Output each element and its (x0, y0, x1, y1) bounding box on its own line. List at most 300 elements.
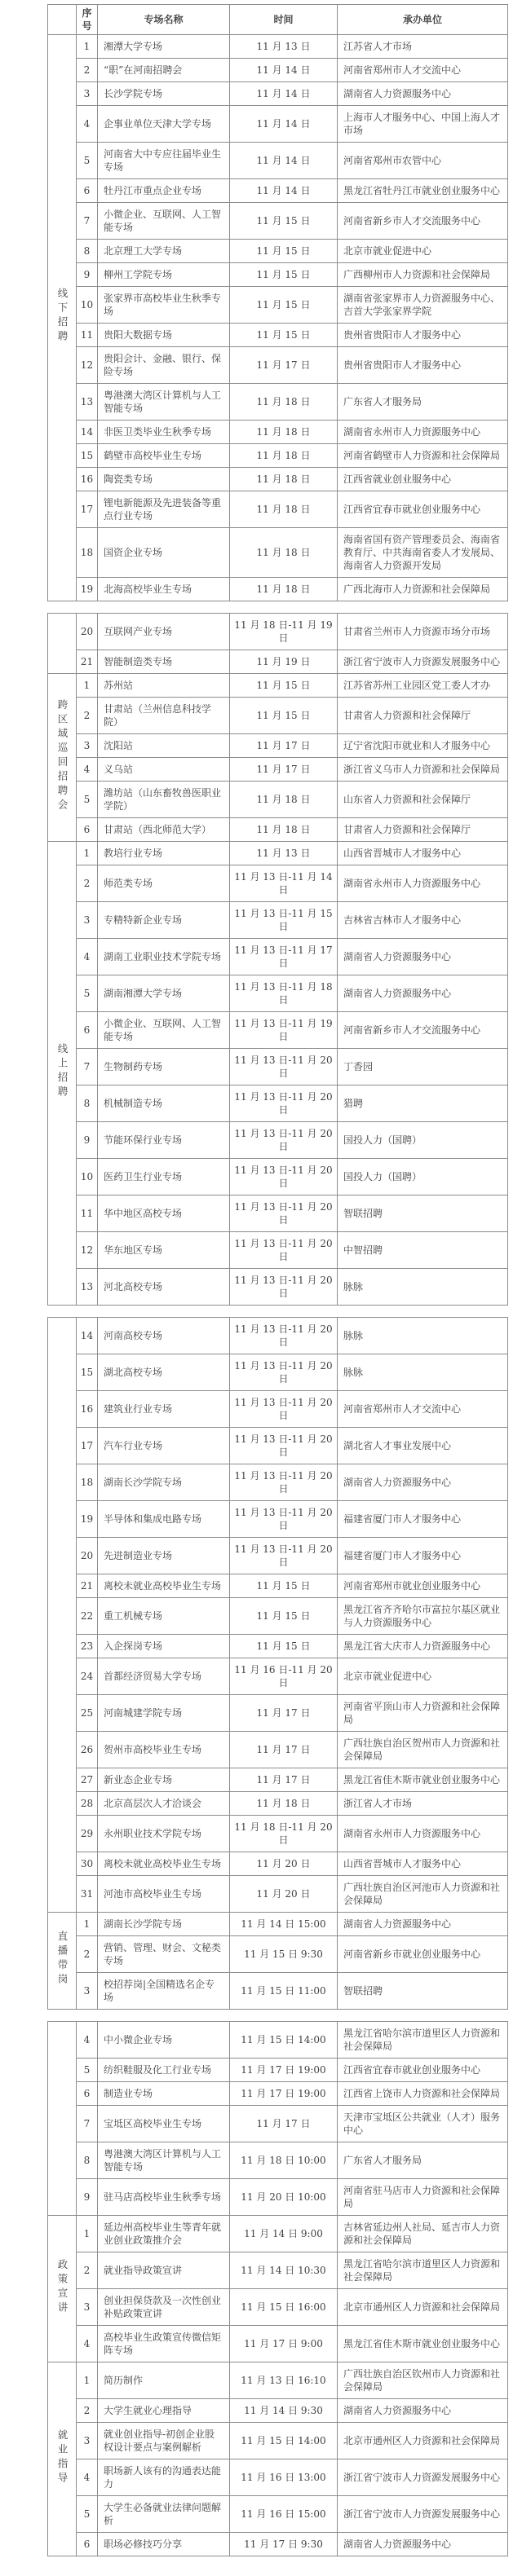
row-number-cell: 17 (77, 491, 98, 528)
row-number-cell: 8 (77, 2142, 98, 2179)
table-row (48, 203, 508, 240)
group-label: 就业指导 (56, 2428, 69, 2486)
time-cell: 11 月 15 日 14:00 (230, 2423, 338, 2459)
time-cell: 11 月 17 日 (230, 734, 338, 758)
session-name-cell: 生物制药专场 (98, 1049, 230, 1085)
organizer-cell: 北京市就业促进中心 (338, 240, 508, 263)
time-cell: 11 月 13 日 (230, 35, 338, 59)
time-cell: 11 月 15 日 11:00 (230, 1973, 338, 2010)
table-row (48, 782, 508, 818)
organizer-cell: 贵州省贵阳市人才服务中心 (338, 347, 508, 384)
row-number-cell: 24 (77, 1658, 98, 1695)
session-name-cell: 甘肃站（西北师范大学） (98, 818, 230, 842)
time-cell: 11 月 18 日 (230, 444, 338, 468)
organizer-cell: 湖南省人力资源服务中心 (338, 1913, 508, 1936)
session-name-cell: 潍坊站（山东畜牧兽医职业学院） (98, 782, 230, 818)
table-row (48, 975, 508, 1012)
row-number-cell: 26 (77, 1732, 98, 1768)
session-name-cell: 纺织鞋服及化工行业专场 (98, 2059, 230, 2082)
organizer-cell: 山东省人力资源和社会保障厅 (338, 782, 508, 818)
organizer-cell: 广东省人才服务局 (338, 384, 508, 421)
time-cell: 11 月 14 日 (230, 143, 338, 179)
organizer-cell: 江西省宜春市就业创业服务中心 (338, 2059, 508, 2082)
time-cell: 11 月 18 日-11 月 19 日 (230, 614, 338, 650)
table-row (48, 59, 508, 82)
table-row (48, 2423, 508, 2459)
table-row (48, 758, 508, 782)
row-number-cell: 25 (77, 1695, 98, 1732)
row-number-cell: 21 (77, 1574, 98, 1598)
row-number-cell: 4 (77, 2326, 98, 2362)
organizer-cell: 福建省厦门市人才服务中心 (338, 1538, 508, 1574)
organizer-cell: 湖南省永州市人力资源服务中心 (338, 421, 508, 444)
time-cell: 11 月 18 日-11 月 20 日 (230, 1816, 338, 1852)
organizer-cell: 山西省晋城市人才服务中心 (338, 842, 508, 865)
table-row (48, 1598, 508, 1635)
time-cell: 11 月 16 日 13:00 (230, 2459, 338, 2496)
session-name-cell: 就业创业指导-初创企业股权设计要点与案例解析 (98, 2423, 230, 2459)
table-row (48, 1816, 508, 1852)
table-row (48, 179, 508, 203)
session-name-cell: 锂电新能源及先进装备等重点行业专场 (98, 491, 230, 528)
time-cell: 11 月 13 日-11 月 20 日 (230, 1501, 338, 1538)
time-cell: 11 月 15 日 (230, 324, 338, 347)
group-cell (48, 614, 77, 674)
session-name-cell: 医药卫生行业专场 (98, 1159, 230, 1196)
row-number-cell: 18 (77, 528, 98, 578)
session-name-cell: 大学生就业心理指导 (98, 2399, 230, 2423)
table-row (48, 698, 508, 734)
time-cell: 11 月 13 日 (230, 842, 338, 865)
time-cell: 11 月 13 日-11 月 20 日 (230, 1354, 338, 1391)
time-cell: 11 月 14 日 9:30 (230, 2399, 338, 2423)
organizer-cell: 智联招聘 (338, 1973, 508, 2010)
table-row (48, 2142, 508, 2179)
session-name-cell: 粤港澳大湾区计算机与人工智能专场 (98, 384, 230, 421)
time-cell: 11 月 13 日-11 月 20 日 (230, 1159, 338, 1196)
time-cell: 11 月 13 日-11 月 18 日 (230, 975, 338, 1012)
organizer-cell: 广西壮族自治区贺州市人力资源和社会保障局 (338, 1732, 508, 1768)
time-cell: 11 月 15 日 14:00 (230, 2022, 338, 2059)
group-cell (48, 35, 77, 601)
organizer-cell: 河南省新乡市就业创业服务中心 (338, 1936, 508, 1973)
session-name-cell: 北京高层次人才洽谈会 (98, 1792, 230, 1816)
row-number-cell: 28 (77, 1792, 98, 1816)
row-number-cell: 6 (77, 818, 98, 842)
row-number-cell: 1 (77, 842, 98, 865)
group-cell (48, 1913, 77, 2010)
table-row (48, 2059, 508, 2082)
row-number-cell: 4 (77, 2022, 98, 2059)
table-row (48, 1635, 508, 1658)
row-number-cell: 3 (77, 82, 98, 106)
session-name-cell: 北海高校毕业生专场 (98, 578, 230, 601)
table-row (48, 578, 508, 601)
organizer-cell: 广西北海市人力资源和社会保障局 (338, 578, 508, 601)
time-cell: 11 月 13 日-11 月 20 日 (230, 1318, 338, 1354)
table-row (48, 2216, 508, 2252)
table-row (48, 468, 508, 491)
session-name-cell: 河池市高校毕业生专场 (98, 1876, 230, 1913)
group-cell (48, 674, 77, 842)
time-cell: 11 月 17 日 9:00 (230, 2326, 338, 2362)
table-row (48, 2496, 508, 2533)
time-cell: 11 月 15 日 (230, 1574, 338, 1598)
row-number-cell: 13 (77, 384, 98, 421)
table-row (48, 1538, 508, 1574)
row-number-cell: 4 (77, 106, 98, 143)
time-cell: 11 月 13 日-11 月 20 日 (230, 1391, 338, 1428)
time-cell: 11 月 13 日-11 月 20 日 (230, 1428, 338, 1464)
table-row (48, 347, 508, 384)
session-name-cell: 大学生必备就业法律问题解析 (98, 2496, 230, 2533)
row-number-cell: 3 (77, 2289, 98, 2326)
organizer-cell: 河南省郑州市人才交流中心 (338, 59, 508, 82)
session-name-cell: 新业态企业专场 (98, 1768, 230, 1792)
table-row (48, 2533, 508, 2556)
row-number-cell: 1 (77, 1913, 98, 1936)
table-row (48, 1695, 508, 1732)
row-number-cell: 4 (77, 939, 98, 975)
session-name-cell: 鹤壁市高校毕业生专场 (98, 444, 230, 468)
organizer-cell: 黑龙江省牡丹江市就业创业服务中心 (338, 179, 508, 203)
organizer-cell: 福建省厦门市人才服务中心 (338, 1501, 508, 1538)
organizer-cell: 湖南省永州市人力资源服务中心 (338, 1816, 508, 1852)
table-row (48, 2022, 508, 2059)
session-name-cell: 陶瓷类专场 (98, 468, 230, 491)
row-number-cell: 5 (77, 143, 98, 179)
session-name-cell: 湖南湘潭大学专场 (98, 975, 230, 1012)
time-cell: 11 月 17 日 19:00 (230, 2059, 338, 2082)
organizer-cell: 江苏省苏州工业园区党工委人才办 (338, 674, 508, 698)
session-name-cell: 河北高校专场 (98, 1269, 230, 1306)
row-number-cell: 7 (77, 1049, 98, 1085)
session-name-cell: 师范类专场 (98, 865, 230, 902)
group-cell (48, 2362, 77, 2556)
organizer-cell: 上海市人才服务中心、中国上海人才市场 (338, 106, 508, 143)
organizer-cell: 湖南省张家界市人力资源服务中心、吉首大学张家界学院 (338, 287, 508, 324)
row-number-cell: 6 (77, 2082, 98, 2106)
session-name-cell: 互联网产业专场 (98, 614, 230, 650)
table-row (48, 143, 508, 179)
time-cell: 11 月 17 日 9:30 (230, 2533, 338, 2556)
group-cell (48, 842, 77, 1306)
table-row (48, 1464, 508, 1501)
time-cell: 11 月 17 日 (230, 347, 338, 384)
time-cell: 11 月 18 日 (230, 421, 338, 444)
row-number-cell: 12 (77, 347, 98, 384)
time-cell: 11 月 17 日 (230, 1768, 338, 1792)
row-number-cell: 9 (77, 1122, 98, 1159)
organizer-cell: 江西省就业创业服务中心 (338, 468, 508, 491)
row-number-cell: 4 (77, 2459, 98, 2496)
time-cell: 11 月 15 日 (230, 674, 338, 698)
row-number-cell: 3 (77, 734, 98, 758)
time-cell: 11 月 14 日 (230, 59, 338, 82)
time-cell: 11 月 13 日-11 月 20 日 (230, 1122, 338, 1159)
organizer-cell: 湖南省人力资源服务中心 (338, 939, 508, 975)
time-cell: 11 月 13 日-11 月 15 日 (230, 902, 338, 939)
session-name-cell: 机械制造专场 (98, 1085, 230, 1122)
time-cell: 11 月 18 日 (230, 528, 338, 578)
organizer-cell: 河南省新乡市人才交流服务中心 (338, 203, 508, 240)
row-number-cell: 21 (77, 650, 98, 674)
organizer-cell: 广西壮族自治区钦州市人力资源和社会保障局 (338, 2362, 508, 2399)
time-cell: 11 月 17 日 (230, 1732, 338, 1768)
row-number-cell: 6 (77, 2533, 98, 2556)
row-number-cell: 6 (77, 179, 98, 203)
time-cell: 11 月 14 日 (230, 82, 338, 106)
row-number-cell: 16 (77, 1391, 98, 1428)
table-row (48, 1876, 508, 1913)
row-number-cell: 23 (77, 1635, 98, 1658)
time-cell: 11 月 18 日 (230, 1792, 338, 1816)
session-name-cell: 营销、管理、财会、文秘类专场 (98, 1936, 230, 1973)
organizer-cell: 黑龙江省哈尔滨市道里区人力资源和社会保障局 (338, 2022, 508, 2059)
organizer-cell: 湖南省人力资源服务中心 (338, 82, 508, 106)
time-cell: 11 月 17 日 (230, 1695, 338, 1732)
row-number-cell: 1 (77, 674, 98, 698)
organizer-cell: 浙江省宁波市人力资源发展服务中心 (338, 2496, 508, 2533)
organizer-cell: 辽宁省沈阳市就业和人才服务中心 (338, 734, 508, 758)
session-name-cell: 制造业专场 (98, 2082, 230, 2106)
table-row (48, 1196, 508, 1232)
time-cell: 11 月 18 日 10:00 (230, 2142, 338, 2179)
time-cell: 11 月 14 日 (230, 106, 338, 143)
table-row (48, 1269, 508, 1306)
table-row (48, 1232, 508, 1269)
row-number-cell: 5 (77, 782, 98, 818)
table-row (48, 1049, 508, 1085)
session-name-cell: 就业指导政策宣讲 (98, 2252, 230, 2289)
time-cell: 11 月 18 日 (230, 384, 338, 421)
organizer-cell: 河南省郑州市人才交流中心 (338, 1391, 508, 1428)
time-cell: 11 月 20 日 (230, 1852, 338, 1876)
organizer-cell: 江西省上饶市人力资源和社会保障局 (338, 2082, 508, 2106)
row-number-cell: 19 (77, 578, 98, 601)
session-name-cell: 沈阳站 (98, 734, 230, 758)
session-name-cell: 贺州市高校毕业生专场 (98, 1732, 230, 1768)
group-label: 线上招聘 (56, 1043, 69, 1100)
row-number-cell: 30 (77, 1852, 98, 1876)
time-cell: 11 月 13 日 16:10 (230, 2362, 338, 2399)
table-row (48, 1012, 508, 1049)
row-number-cell: 16 (77, 468, 98, 491)
table-row (48, 1936, 508, 1973)
row-number-cell: 2 (77, 865, 98, 902)
row-number-cell: 15 (77, 444, 98, 468)
session-name-cell: 柳州工学院专场 (98, 263, 230, 287)
table-row (48, 1122, 508, 1159)
session-name-cell: 华中地区高校专场 (98, 1196, 230, 1232)
row-number-cell: 12 (77, 1232, 98, 1269)
time-cell: 11 月 18 日 (230, 491, 338, 528)
table-row (48, 1732, 508, 1768)
session-name-cell: 小微企业、互联网、人工智能专场 (98, 203, 230, 240)
time-cell: 11 月 17 日 (230, 2106, 338, 2142)
organizer-cell: 浙江省宁波市人力资源发展服务中心 (338, 650, 508, 674)
time-cell: 11 月 15 日 16:00 (230, 2289, 338, 2326)
session-name-cell: 先进制造业专场 (98, 1538, 230, 1574)
table-row (48, 263, 508, 287)
row-number-cell: 14 (77, 421, 98, 444)
organizer-cell: 河南省郑州市农管中心 (338, 143, 508, 179)
session-name-cell: 牡丹江市重点企业专场 (98, 179, 230, 203)
table-block (47, 1317, 508, 2010)
table-row (48, 1428, 508, 1464)
header-cell-org: 承办单位 (338, 5, 508, 35)
session-name-cell: 华东地区专场 (98, 1232, 230, 1269)
session-name-cell: 汽车行业专场 (98, 1428, 230, 1464)
table-row (48, 444, 508, 468)
table-row (48, 240, 508, 263)
organizer-cell: 黑龙江省齐齐哈尔市富拉尔基区就业与人力资源服务中心 (338, 1598, 508, 1635)
row-number-cell: 9 (77, 2179, 98, 2216)
time-cell: 11 月 13 日-11 月 14 日 (230, 865, 338, 902)
organizer-cell: 吉林省吉林市人才服务中心 (338, 902, 508, 939)
session-name-cell: 河南城建学院专场 (98, 1695, 230, 1732)
organizer-cell: 湖南省人力资源服务中心 (338, 2399, 508, 2423)
time-cell: 11 月 13 日-11 月 20 日 (230, 1538, 338, 1574)
session-name-cell: 创业担保贷款及一次性创业补贴政策宣讲 (98, 2289, 230, 2326)
session-name-cell: 教培行业专场 (98, 842, 230, 865)
row-number-cell: 3 (77, 1973, 98, 2010)
row-number-cell: 22 (77, 1598, 98, 1635)
group-label: 直播带岗 (56, 1931, 69, 1988)
row-number-cell: 20 (77, 1538, 98, 1574)
row-number-cell: 6 (77, 1012, 98, 1049)
session-name-cell: 湖南长沙学院专场 (98, 1913, 230, 1936)
row-number-cell: 2 (77, 2399, 98, 2423)
row-number-cell: 2 (77, 698, 98, 734)
session-name-cell: 首都经济贸易大学专场 (98, 1658, 230, 1695)
time-cell: 11 月 15 日 (230, 1635, 338, 1658)
session-name-cell: 湖南长沙学院专场 (98, 1464, 230, 1501)
organizer-cell: 黑龙江省佳木斯市就业创业服务中心 (338, 1768, 508, 1792)
table-row (48, 1085, 508, 1122)
organizer-cell: 江苏省人才市场 (338, 35, 508, 59)
table-row (48, 2289, 508, 2326)
table-row (48, 324, 508, 347)
table-row (48, 1852, 508, 1876)
organizer-cell: 河南省驻马店市人力资源和社会保障局 (338, 2179, 508, 2216)
row-number-cell: 29 (77, 1816, 98, 1852)
table-row (48, 865, 508, 902)
organizer-cell: 甘肃省人力资源和社会保障厅 (338, 698, 508, 734)
session-name-cell: 义乌站 (98, 758, 230, 782)
organizer-cell: 河南省平顶山市人力资源和社会保障局 (338, 1695, 508, 1732)
organizer-cell: 浙江省义乌市人力资源和社会保障局 (338, 758, 508, 782)
table-row (48, 2362, 508, 2399)
time-cell: 11 月 15 日 (230, 203, 338, 240)
time-cell: 11 月 16 日 15:00 (230, 2496, 338, 2533)
organizer-cell: 河南省新乡市人才交流服务中心 (338, 1012, 508, 1049)
table-row (48, 2179, 508, 2216)
organizer-cell: 丁香园 (338, 1049, 508, 1085)
organizer-cell: 甘肃省兰州市人力资源市场分市场 (338, 614, 508, 650)
time-cell: 11 月 20 日 10:00 (230, 2179, 338, 2216)
table-row (48, 491, 508, 528)
session-name-cell: 粤港澳大湾区计算机与人工智能专场 (98, 2142, 230, 2179)
session-name-cell: 重工机械专场 (98, 1598, 230, 1635)
time-cell: 11 月 15 日 (230, 698, 338, 734)
organizer-cell: 国投人力（国聘） (338, 1122, 508, 1159)
group-label: 跨区域巡回招聘会 (56, 698, 69, 813)
row-number-cell: 1 (77, 2216, 98, 2252)
group-label: 线下招聘 (56, 288, 69, 345)
table-row (48, 939, 508, 975)
organizer-cell: 广东省人才服务局 (338, 2142, 508, 2179)
organizer-cell: 湖南省人力资源服务中心 (338, 1464, 508, 1501)
table-row (48, 818, 508, 842)
row-number-cell: 8 (77, 1085, 98, 1122)
time-cell: 11 月 15 日 (230, 240, 338, 263)
table-row (48, 1913, 508, 1936)
organizer-cell: 吉林省延边州人社局、延吉市人力资源和社会保障局 (338, 2216, 508, 2252)
row-number-cell: 15 (77, 1354, 98, 1391)
organizer-cell: 脉脉 (338, 1269, 508, 1306)
row-number-cell: 10 (77, 287, 98, 324)
time-cell: 11 月 15 日 (230, 263, 338, 287)
table-row (48, 842, 508, 865)
time-cell: 11 月 14 日 9:00 (230, 2216, 338, 2252)
session-name-cell: 湖南工业职业技术学院专场 (98, 939, 230, 975)
time-cell: 11 月 15 日 9:30 (230, 1936, 338, 1973)
time-cell: 11 月 17 日 19:00 (230, 2082, 338, 2106)
organizer-cell: 广西壮族自治区河池市人力资源和社会保障局 (338, 1876, 508, 1913)
organizer-cell: 湖南省人力资源服务中心 (338, 975, 508, 1012)
session-name-cell: 湘潭大学专场 (98, 35, 230, 59)
session-name-cell: 北京理工大学专场 (98, 240, 230, 263)
time-cell: 11 月 13 日-11 月 20 日 (230, 1085, 338, 1122)
session-name-cell: 高校毕业生政策宣传微信矩阵专场 (98, 2326, 230, 2362)
group-cell (48, 1318, 77, 1913)
organizer-cell: 国投人力（国聘） (338, 1159, 508, 1196)
table-row (48, 734, 508, 758)
time-cell: 11 月 13 日-11 月 17 日 (230, 939, 338, 975)
table-row (48, 82, 508, 106)
session-name-cell: 延边州高校毕业生等青年就业创业政策推介会 (98, 2216, 230, 2252)
row-number-cell: 31 (77, 1876, 98, 1913)
row-number-cell: 1 (77, 2362, 98, 2399)
table-row (48, 1658, 508, 1695)
session-name-cell: 河南省大中专应往届毕业生专场 (98, 143, 230, 179)
header-cell-name: 专场名称 (98, 5, 230, 35)
row-number-cell: 18 (77, 1464, 98, 1501)
time-cell: 11 月 18 日 (230, 782, 338, 818)
session-name-cell: 湖北高校专场 (98, 1354, 230, 1391)
session-name-cell: 离校未就业高校毕业生专场 (98, 1574, 230, 1598)
table-block (47, 2021, 508, 2556)
organizer-cell: 湖南省人力资源服务中心 (338, 2533, 508, 2556)
time-cell: 11 月 18 日 (230, 468, 338, 491)
time-cell: 11 月 20 日 (230, 1876, 338, 1913)
row-number-cell: 2 (77, 1936, 98, 1973)
row-number-cell: 14 (77, 1318, 98, 1354)
organizer-cell: 中智招聘 (338, 1232, 508, 1269)
organizer-cell: 天津市宝坻区公共就业（人才）服务中心 (338, 2106, 508, 2142)
row-number-cell: 11 (77, 1196, 98, 1232)
table-block (47, 613, 508, 1306)
table-header-row (48, 5, 508, 35)
table-row (48, 614, 508, 650)
table-row (48, 1354, 508, 1391)
time-cell: 11 月 15 日 (230, 287, 338, 324)
time-cell: 11 月 18 日 (230, 818, 338, 842)
table-row (48, 1792, 508, 1816)
row-number-cell: 10 (77, 1159, 98, 1196)
table-row (48, 2252, 508, 2289)
